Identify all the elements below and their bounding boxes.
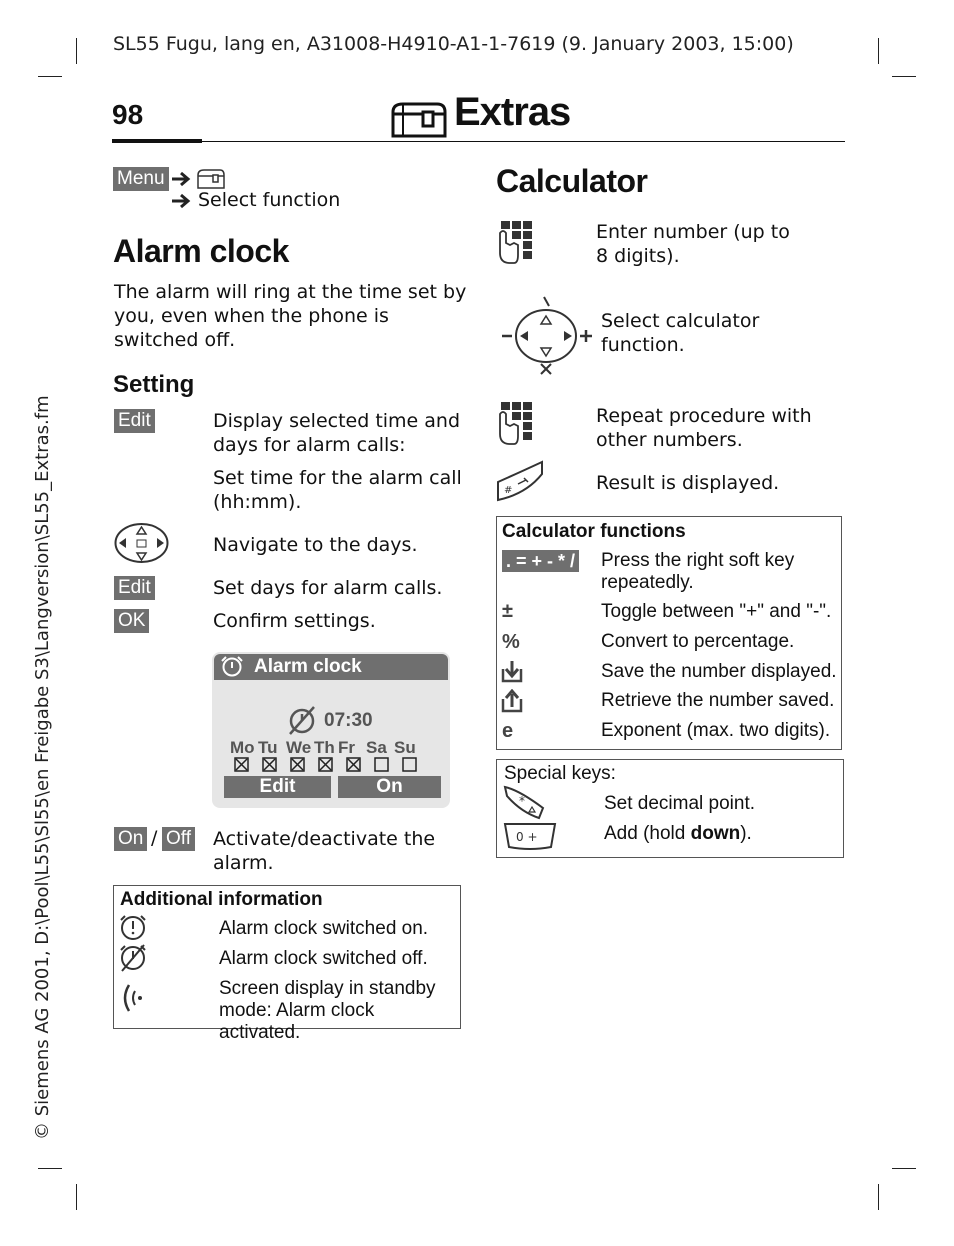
crop-mark [38,1168,62,1169]
weekday-checkbox[interactable] [290,757,305,772]
info-title: Additional information [120,889,323,910]
alarm-intro [114,280,466,352]
save-icon [501,659,523,683]
function-line: repeatedly. [601,572,694,593]
chapter-title: Extras [454,90,571,134]
softkey-on[interactable]: On [338,776,441,798]
display-title: Alarm clock [254,656,362,677]
calc-softkey-label: . = + - * / [502,550,579,572]
percent-symbol: % [502,631,520,653]
alarm-clock-heading: Alarm clock [113,233,289,269]
function-text: Save the number displayed. [601,661,837,682]
file-info-line: SL55 Fugu, lang en, A31008-H4910-A1-1-7619 (9. January 2003, 15:00) [113,33,794,55]
text-suffix: ). [740,823,752,844]
step-text [213,409,460,457]
step-text [213,466,462,514]
alarm-clock-icon [220,656,244,678]
arrow-right-icon [172,193,192,209]
calc-step-line: Select calculator [601,310,760,332]
star-key-icon [503,784,545,820]
crop-mark [878,1184,879,1210]
side-file-path: © Siemens AG 2001, D:\Pool\L55\Sl55\en Freigabe S3\Langversion\SL55_Extras.fm [32,395,53,1140]
select-function-text: Select function [198,189,341,211]
info-line: Screen display in standby [219,978,436,999]
svg-text:#: # [504,485,513,496]
edit-key: Edit [114,409,155,433]
calc-step-text [596,220,790,268]
alarm-off-icon [286,704,318,736]
softkey-edit[interactable]: Edit [224,776,331,798]
special-keys-title: Special keys: [504,763,616,784]
info-text: Alarm clock switched on. [219,918,429,939]
step-text: Navigate to the days. [213,534,418,556]
functions-title: Calculator functions [502,521,686,542]
calc-step-line: other numbers. [596,429,743,451]
calc-step-line: function. [601,334,685,356]
alarm-time: 07:30 [324,710,373,731]
alarm-on-icon [119,914,147,942]
extras-chest-icon [389,100,447,140]
special-key-text: Set decimal point. [604,793,756,814]
header-rule [112,141,845,142]
alarm-off-icon [119,944,147,972]
step-line: Display selected time and [213,410,461,432]
menu-key: Menu [113,167,169,191]
weekday-label: Sa [366,738,387,757]
crop-mark [76,1184,77,1210]
step-line: (hh:mm). [213,491,302,513]
on-key: On [114,827,147,851]
off-key: Off [162,827,195,851]
crop-mark [38,76,62,77]
hash-key-icon [496,460,544,504]
function-text: Retrieve the number saved. [601,690,835,711]
special-key-text [604,823,752,845]
weekday-label: We [286,738,312,757]
activate-line: alarm. [213,852,274,874]
weekday-label: Th [314,738,335,757]
phone-display [212,652,450,808]
activate-text [213,827,435,875]
exponent-symbol: e [502,720,514,742]
calc-step-line: Repeat procedure with [596,405,812,427]
weekday-checkbox[interactable] [262,757,277,772]
arrow-right-icon [172,171,192,187]
keypad-icon [496,400,538,446]
info-line: mode: Alarm clock activated. [219,1000,375,1043]
text-prefix: Add (hold [604,823,691,844]
star-key-label: * [519,794,525,808]
weekday-label: Su [394,738,416,757]
calc-step-text [601,309,759,357]
plus-minus-symbol: ± [502,600,513,622]
ok-key: OK [114,609,149,633]
calc-step-line: Enter number (up to [596,221,790,243]
step-line: days for alarm calls: [213,434,406,456]
step-text: Set days for alarm calls. [213,577,443,599]
text-bold: down [690,823,741,844]
crop-mark [76,38,77,64]
function-text: Convert to percentage. [601,631,795,652]
zero-key-label: 0 + [516,830,538,844]
zero-key-icon [503,821,557,851]
standby-alarm-icon [120,982,144,1014]
navigation-key-oval-icon [113,521,170,565]
crop-mark [878,38,879,64]
intro-line: switched off. [114,329,236,351]
weekday-checkbox[interactable] [234,757,249,772]
keypad-icon [496,219,538,265]
intro-line: The alarm will ring at the time set by [114,281,467,303]
crop-mark [892,76,916,77]
weekday-label: Mo [230,738,255,757]
function-line: Press the right soft key [601,550,795,571]
extras-small-icon [196,168,226,190]
function-text: Toggle between "+" and "-". [601,601,832,622]
weekday-checkbox[interactable] [318,757,333,772]
slash-separator: / [151,827,158,849]
weekday-label: Tu [258,738,278,757]
function-text [601,550,794,594]
intro-line: you, even when the phone is [114,305,389,327]
calc-step-text [596,404,812,452]
setting-heading: Setting [113,371,195,398]
navigation-key-icon [500,294,596,376]
weekday-checkbox[interactable] [374,757,389,772]
info-text: Alarm clock switched off. [219,948,428,969]
additional-info-box [113,885,461,1043]
display-title-bar [214,654,448,680]
weekday-label: Fr [338,738,355,757]
step-text: Confirm settings. [213,610,376,632]
function-text: Exponent (max. two digits). [601,720,831,741]
edit-key: Edit [114,576,155,600]
special-keys-box [496,759,844,858]
crop-mark [892,1168,916,1169]
step-line: Set time for the alarm call [213,467,462,489]
weekday-checkbox[interactable] [402,757,417,772]
calc-step-line: 8 digits). [596,245,680,267]
calculator-functions-box [496,516,842,750]
activate-line: Activate/deactivate the [213,828,436,850]
calculator-heading: Calculator [496,163,648,199]
info-text [219,978,460,1044]
page-number: 98 [112,99,144,130]
retrieve-icon [501,689,523,713]
weekday-checkbox-row [234,757,444,773]
calc-step-text: Result is displayed. [596,472,780,494]
weekday-checkbox[interactable] [346,757,361,772]
